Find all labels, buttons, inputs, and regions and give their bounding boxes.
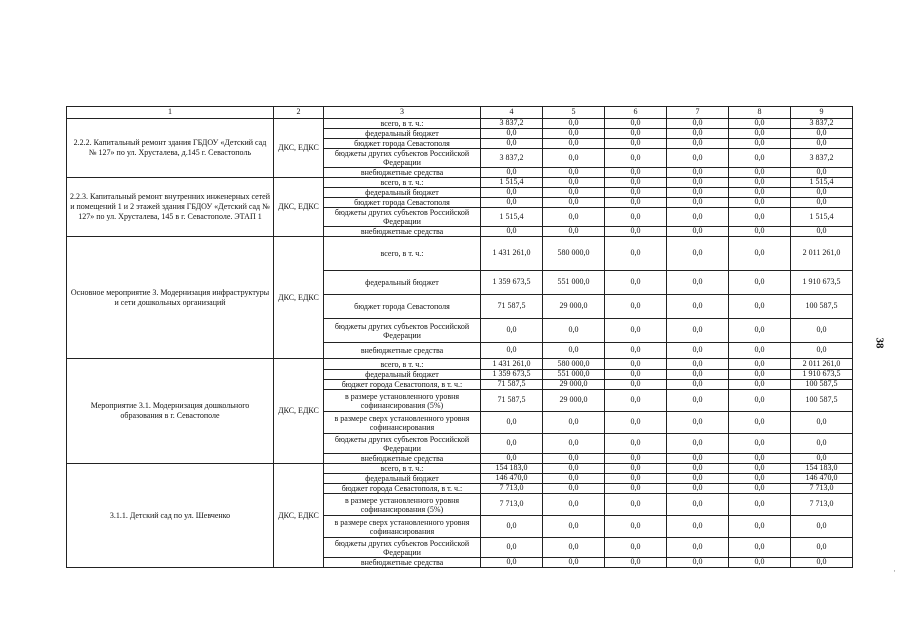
value-cell: 0,0 [791, 129, 853, 139]
funding-source-cell: всего, в т. ч.: [324, 359, 481, 370]
value-cell: 0,0 [543, 188, 605, 198]
value-cell: 0,0 [605, 295, 667, 319]
value-cell: 0,0 [729, 119, 791, 129]
value-cell: 580 000,0 [543, 359, 605, 370]
value-cell: 551 000,0 [543, 370, 605, 380]
value-cell: 0,0 [605, 464, 667, 474]
funding-source-cell: федеральный бюджет [324, 188, 481, 198]
funding-source-cell: бюджет города Севастополя, в т. ч.: [324, 484, 481, 494]
value-cell: 71 587,5 [481, 380, 543, 390]
funding-source-cell: бюджеты других субъектов Российской Федерации [324, 149, 481, 168]
value-cell: 0,0 [667, 380, 729, 390]
funding-source-cell: внебюджетные средства [324, 558, 481, 568]
value-cell: 1 515,4 [481, 208, 543, 227]
value-cell: 0,0 [729, 516, 791, 538]
value-cell: 0,0 [481, 129, 543, 139]
funding-source-cell: в размере сверх установленного уровня софинансирования [324, 516, 481, 538]
funding-source-cell: внебюджетные средства [324, 227, 481, 237]
value-cell: 0,0 [791, 538, 853, 558]
value-cell: 0,0 [481, 227, 543, 237]
value-cell: 0,0 [729, 168, 791, 178]
value-cell: 0,0 [791, 198, 853, 208]
value-cell: 0,0 [729, 227, 791, 237]
value-cell: 0,0 [667, 390, 729, 412]
value-cell: 3 837,2 [791, 119, 853, 129]
value-cell: 0,0 [729, 149, 791, 168]
funding-source-cell: всего, в т. ч.: [324, 119, 481, 129]
value-cell: 0,0 [543, 208, 605, 227]
value-cell: 1 515,4 [791, 208, 853, 227]
value-cell: 0,0 [667, 149, 729, 168]
funding-source-cell: в размере установленного уровня софинансирования (5%) [324, 390, 481, 412]
funding-source-cell: федеральный бюджет [324, 474, 481, 484]
value-cell: 0,0 [729, 412, 791, 434]
value-cell: 0,0 [729, 359, 791, 370]
funding-source-cell: бюджет города Севастополя [324, 139, 481, 149]
value-cell: 0,0 [543, 516, 605, 538]
activity-name-cell: 2.2.3. Капитальный ремонт внутренних инженерных сетей и помещений 1 и 2 этажей здания ГБДОУ «Детский сад № 127» по ул. Хрусталева, 145 в г. Севастополе. ЭТАП 1 [67, 178, 274, 237]
value-cell: 0,0 [791, 454, 853, 464]
value-cell: 0,0 [605, 558, 667, 568]
value-cell: 0,0 [729, 271, 791, 295]
value-cell: 3 837,2 [481, 119, 543, 129]
value-cell: 2 011 261,0 [791, 359, 853, 370]
value-cell: 0,0 [543, 119, 605, 129]
value-cell: 0,0 [481, 412, 543, 434]
value-cell: 0,0 [481, 538, 543, 558]
value-cell: 29 000,0 [543, 380, 605, 390]
value-cell: 0,0 [605, 538, 667, 558]
value-cell: 0,0 [481, 188, 543, 198]
header-cell: 1 [67, 107, 274, 119]
value-cell: 2 011 261,0 [791, 237, 853, 271]
header-cell: 5 [543, 107, 605, 119]
value-cell: 0,0 [729, 129, 791, 139]
funding-source-cell: всего, в т. ч.: [324, 178, 481, 188]
value-cell: 0,0 [667, 370, 729, 380]
value-cell: 71 587,5 [481, 295, 543, 319]
funding-source-cell: внебюджетные средства [324, 343, 481, 359]
value-cell: 0,0 [605, 178, 667, 188]
header-cell: 3 [324, 107, 481, 119]
funding-source-cell: бюджеты других субъектов Российской Федерации [324, 434, 481, 454]
value-cell: 0,0 [729, 208, 791, 227]
value-cell: 0,0 [543, 319, 605, 343]
executor-cell: ДКС, ЕДКС [274, 359, 324, 464]
value-cell: 0,0 [605, 434, 667, 454]
value-cell: 0,0 [729, 188, 791, 198]
value-cell: 0,0 [605, 227, 667, 237]
funding-source-cell: в размере установленного уровня софинансирования (5%) [324, 494, 481, 516]
value-cell: 0,0 [791, 516, 853, 538]
funding-source-cell: в размере сверх установленного уровня софинансирования [324, 412, 481, 434]
value-cell: 0,0 [791, 434, 853, 454]
table-row [67, 464, 853, 474]
value-cell: 0,0 [667, 208, 729, 227]
page-number: 38 [873, 337, 886, 349]
value-cell: 0,0 [543, 538, 605, 558]
value-cell: 0,0 [667, 319, 729, 343]
executor-cell: ДКС, ЕДКС [274, 237, 324, 359]
value-cell: 0,0 [667, 454, 729, 464]
value-cell: 3 837,2 [791, 149, 853, 168]
value-cell: 0,0 [791, 227, 853, 237]
value-cell: 154 183,0 [791, 464, 853, 474]
value-cell: 0,0 [729, 484, 791, 494]
value-cell: 0,0 [667, 237, 729, 271]
activity-name-cell: Основное мероприятие 3. Модернизация инфраструктуры и сети дошкольных организаций [67, 237, 274, 359]
funding-source-cell: всего, в т. ч.: [324, 237, 481, 271]
value-cell: 0,0 [481, 434, 543, 454]
value-cell: 0,0 [543, 149, 605, 168]
value-cell: 0,0 [605, 516, 667, 538]
value-cell: 0,0 [791, 558, 853, 568]
value-cell: 0,0 [729, 380, 791, 390]
table-row [67, 178, 853, 188]
value-cell: 0,0 [605, 129, 667, 139]
value-cell: 0,0 [729, 538, 791, 558]
executor-cell: ДКС, ЕДКС [274, 119, 324, 178]
value-cell: 0,0 [667, 188, 729, 198]
value-cell: 0,0 [791, 343, 853, 359]
value-cell: 0,0 [667, 412, 729, 434]
funding-source-cell: бюджет города Севастополя [324, 295, 481, 319]
value-cell: 0,0 [605, 168, 667, 178]
value-cell: 0,0 [605, 319, 667, 343]
value-cell: 1 431 261,0 [481, 359, 543, 370]
value-cell: 0,0 [605, 139, 667, 149]
value-cell: 0,0 [667, 494, 729, 516]
value-cell: 0,0 [667, 474, 729, 484]
value-cell: 0,0 [729, 319, 791, 343]
activity-name-cell: 3.1.1. Детский сад по ул. Шевченко [67, 464, 274, 568]
value-cell: 0,0 [481, 319, 543, 343]
funding-source-cell: бюджеты других субъектов Российской Федерации [324, 208, 481, 227]
value-cell: 1 515,4 [481, 178, 543, 188]
value-cell: 0,0 [543, 412, 605, 434]
value-cell: 0,0 [729, 343, 791, 359]
value-cell: 0,0 [481, 198, 543, 208]
value-cell: 0,0 [543, 168, 605, 178]
value-cell: 0,0 [667, 129, 729, 139]
value-cell: 0,0 [729, 237, 791, 271]
value-cell: 0,0 [729, 464, 791, 474]
value-cell: 0,0 [481, 168, 543, 178]
value-cell: 0,0 [543, 434, 605, 454]
value-cell: 0,0 [791, 168, 853, 178]
activity-name-cell: 2.2.2. Капитальный ремонт здания ГБДОУ «Детский сад № 127» по ул. Хрусталева, д.145 г. Севастополь [67, 119, 274, 178]
table-row [67, 119, 853, 129]
header-cell: 4 [481, 107, 543, 119]
value-cell: 154 183,0 [481, 464, 543, 474]
value-cell: 7 713,0 [481, 484, 543, 494]
value-cell: 1 431 261,0 [481, 237, 543, 271]
value-cell: 0,0 [481, 343, 543, 359]
value-cell: 0,0 [667, 434, 729, 454]
value-cell: 0,0 [667, 359, 729, 370]
value-cell: 0,0 [667, 119, 729, 129]
value-cell: 3 837,2 [481, 149, 543, 168]
value-cell: 0,0 [543, 474, 605, 484]
value-cell: 0,0 [729, 198, 791, 208]
value-cell: 0,0 [729, 434, 791, 454]
value-cell: 0,0 [667, 516, 729, 538]
value-cell: 0,0 [667, 464, 729, 474]
value-cell: 0,0 [791, 319, 853, 343]
value-cell: 0,0 [481, 454, 543, 464]
value-cell: 0,0 [543, 464, 605, 474]
value-cell: 0,0 [543, 227, 605, 237]
funding-source-cell: бюджеты других субъектов Российской Федерации [324, 538, 481, 558]
value-cell: 0,0 [667, 168, 729, 178]
value-cell: 0,0 [543, 343, 605, 359]
value-cell: 580 000,0 [543, 237, 605, 271]
value-cell: 0,0 [729, 454, 791, 464]
header-cell: 7 [667, 107, 729, 119]
value-cell: 0,0 [605, 208, 667, 227]
executor-cell: ДКС, ЕДКС [274, 464, 324, 568]
activity-name-cell: Мероприятие 3.1. Модернизация дошкольного образования в г. Севастополе [67, 359, 274, 464]
value-cell: 100 587,5 [791, 295, 853, 319]
value-cell: 0,0 [543, 558, 605, 568]
value-cell: 0,0 [667, 295, 729, 319]
value-cell: 1 359 673,5 [481, 370, 543, 380]
value-cell: 1 910 673,5 [791, 271, 853, 295]
value-cell: 0,0 [667, 558, 729, 568]
value-cell: 0,0 [605, 119, 667, 129]
value-cell: 0,0 [605, 149, 667, 168]
value-cell: 0,0 [791, 188, 853, 198]
value-cell: 0,0 [667, 178, 729, 188]
value-cell: 146 470,0 [791, 474, 853, 484]
value-cell: 0,0 [605, 474, 667, 484]
value-cell: 0,0 [667, 139, 729, 149]
table-row [67, 237, 853, 271]
header-row [67, 107, 853, 119]
value-cell: 0,0 [605, 343, 667, 359]
value-cell: 0,0 [543, 454, 605, 464]
value-cell: 0,0 [667, 271, 729, 295]
value-cell: 1 515,4 [791, 178, 853, 188]
value-cell: 0,0 [481, 558, 543, 568]
value-cell: 71 587,5 [481, 390, 543, 412]
value-cell: 0,0 [729, 139, 791, 149]
value-cell: 0,0 [729, 370, 791, 380]
value-cell: 551 000,0 [543, 271, 605, 295]
value-cell: 0,0 [605, 198, 667, 208]
value-cell: 0,0 [791, 139, 853, 149]
value-cell: 29 000,0 [543, 295, 605, 319]
value-cell: 0,0 [543, 494, 605, 516]
header-cell: 6 [605, 107, 667, 119]
value-cell: 0,0 [605, 370, 667, 380]
header-cell: 2 [274, 107, 324, 119]
value-cell: 29 000,0 [543, 390, 605, 412]
funding-source-cell: внебюджетные средства [324, 168, 481, 178]
value-cell: 0,0 [543, 198, 605, 208]
value-cell: 0,0 [791, 412, 853, 434]
value-cell: 0,0 [605, 188, 667, 198]
scan-mark: · [893, 566, 896, 576]
funding-source-cell: внебюджетные средства [324, 454, 481, 464]
executor-cell: ДКС, ЕДКС [274, 178, 324, 237]
value-cell: 0,0 [481, 139, 543, 149]
value-cell: 1 910 673,5 [791, 370, 853, 380]
value-cell: 0,0 [543, 178, 605, 188]
value-cell: 7 713,0 [791, 494, 853, 516]
value-cell: 0,0 [667, 227, 729, 237]
value-cell: 100 587,5 [791, 380, 853, 390]
value-cell: 0,0 [667, 538, 729, 558]
value-cell: 0,0 [729, 390, 791, 412]
funding-source-cell: бюджеты других субъектов Российской Федерации [324, 319, 481, 343]
value-cell: 7 713,0 [791, 484, 853, 494]
funding-source-cell: федеральный бюджет [324, 129, 481, 139]
value-cell: 0,0 [605, 412, 667, 434]
funding-source-cell: всего, в т. ч.: [324, 464, 481, 474]
value-cell: 0,0 [605, 390, 667, 412]
value-cell: 0,0 [543, 484, 605, 494]
value-cell: 0,0 [605, 237, 667, 271]
value-cell: 0,0 [729, 178, 791, 188]
value-cell: 7 713,0 [481, 494, 543, 516]
value-cell: 0,0 [605, 484, 667, 494]
value-cell: 1 359 673,5 [481, 271, 543, 295]
funding-source-cell: бюджет города Севастополя, в т. ч.: [324, 380, 481, 390]
value-cell: 0,0 [605, 380, 667, 390]
value-cell: 0,0 [667, 198, 729, 208]
value-cell: 0,0 [667, 343, 729, 359]
value-cell: 0,0 [667, 484, 729, 494]
value-cell: 0,0 [605, 271, 667, 295]
value-cell: 0,0 [729, 558, 791, 568]
value-cell: 146 470,0 [481, 474, 543, 484]
value-cell: 0,0 [729, 474, 791, 484]
header-cell: 8 [729, 107, 791, 119]
table-row [67, 359, 853, 370]
funding-source-cell: федеральный бюджет [324, 271, 481, 295]
value-cell: 100 587,5 [791, 390, 853, 412]
value-cell: 0,0 [481, 516, 543, 538]
header-cell: 9 [791, 107, 853, 119]
value-cell: 0,0 [729, 494, 791, 516]
funding-source-cell: федеральный бюджет [324, 370, 481, 380]
funding-source-cell: бюджет города Севастополя [324, 198, 481, 208]
value-cell: 0,0 [543, 129, 605, 139]
value-cell: 0,0 [729, 295, 791, 319]
value-cell: 0,0 [605, 359, 667, 370]
value-cell: 0,0 [605, 454, 667, 464]
value-cell: 0,0 [605, 494, 667, 516]
value-cell: 0,0 [543, 139, 605, 149]
budget-table [66, 106, 853, 568]
